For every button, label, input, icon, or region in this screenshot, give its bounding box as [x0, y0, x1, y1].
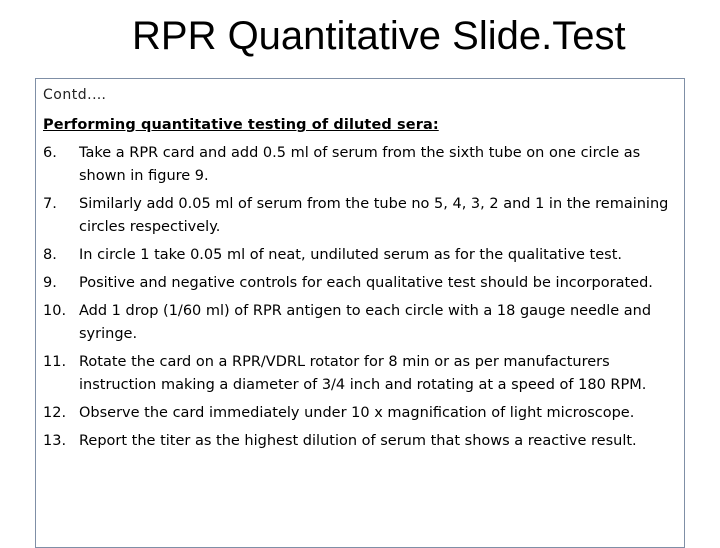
- step-item: [43, 430, 684, 453]
- step-number: 10.: [43, 303, 67, 319]
- step-text: Observe the card immediately under 10 x magnification of light microscope.: [79, 405, 635, 421]
- step-item: [43, 142, 684, 188]
- step-number: 11.: [43, 354, 67, 370]
- step-item: [43, 272, 684, 295]
- step-number: 6.: [43, 145, 57, 161]
- step-text: In circle 1 take 0.05 ml of neat, undiluted serum as for the qualitative test.: [79, 247, 623, 263]
- step-text: Similarly add 0.05 ml of serum from the tube no 5, 4, 3, 2 and 1 in the remaining circles respectively.: [79, 196, 669, 235]
- step-item: [43, 193, 684, 239]
- contd-label: Contd.…: [43, 87, 107, 103]
- step-item: [43, 244, 684, 267]
- step-item: [43, 351, 684, 397]
- step-text: Add 1 drop (1/60 ml) of RPR antigen to each circle with a 18 gauge needle and syringe.: [79, 303, 652, 342]
- step-item: [43, 300, 684, 346]
- section-heading: Performing quantitative testing of diluted sera:: [43, 117, 439, 133]
- step-text: Positive and negative controls for each qualitative test should be incorporated.: [79, 275, 653, 291]
- content-box: [35, 78, 685, 548]
- slide-title: RPR Quantitative Slide.Test: [132, 14, 626, 58]
- step-number: 8.: [43, 247, 57, 263]
- step-text: Report the titer as the highest dilution of serum that shows a reactive result.: [79, 433, 637, 449]
- step-number: 13.: [43, 433, 67, 449]
- step-number: 9.: [43, 275, 57, 291]
- step-text: Rotate the card on a RPR/VDRL rotator for 8 min or as per manufacturers instruction making a diameter of 3/4 inch and rotating at a speed of 180 RPM.: [79, 354, 647, 393]
- step-number: 12.: [43, 405, 67, 421]
- step-item: [43, 402, 684, 425]
- step-text: Take a RPR card and add 0.5 ml of serum from the sixth tube on one circle as shown in figure 9.: [79, 145, 641, 184]
- steps-list: [43, 142, 684, 453]
- step-number: 7.: [43, 196, 57, 212]
